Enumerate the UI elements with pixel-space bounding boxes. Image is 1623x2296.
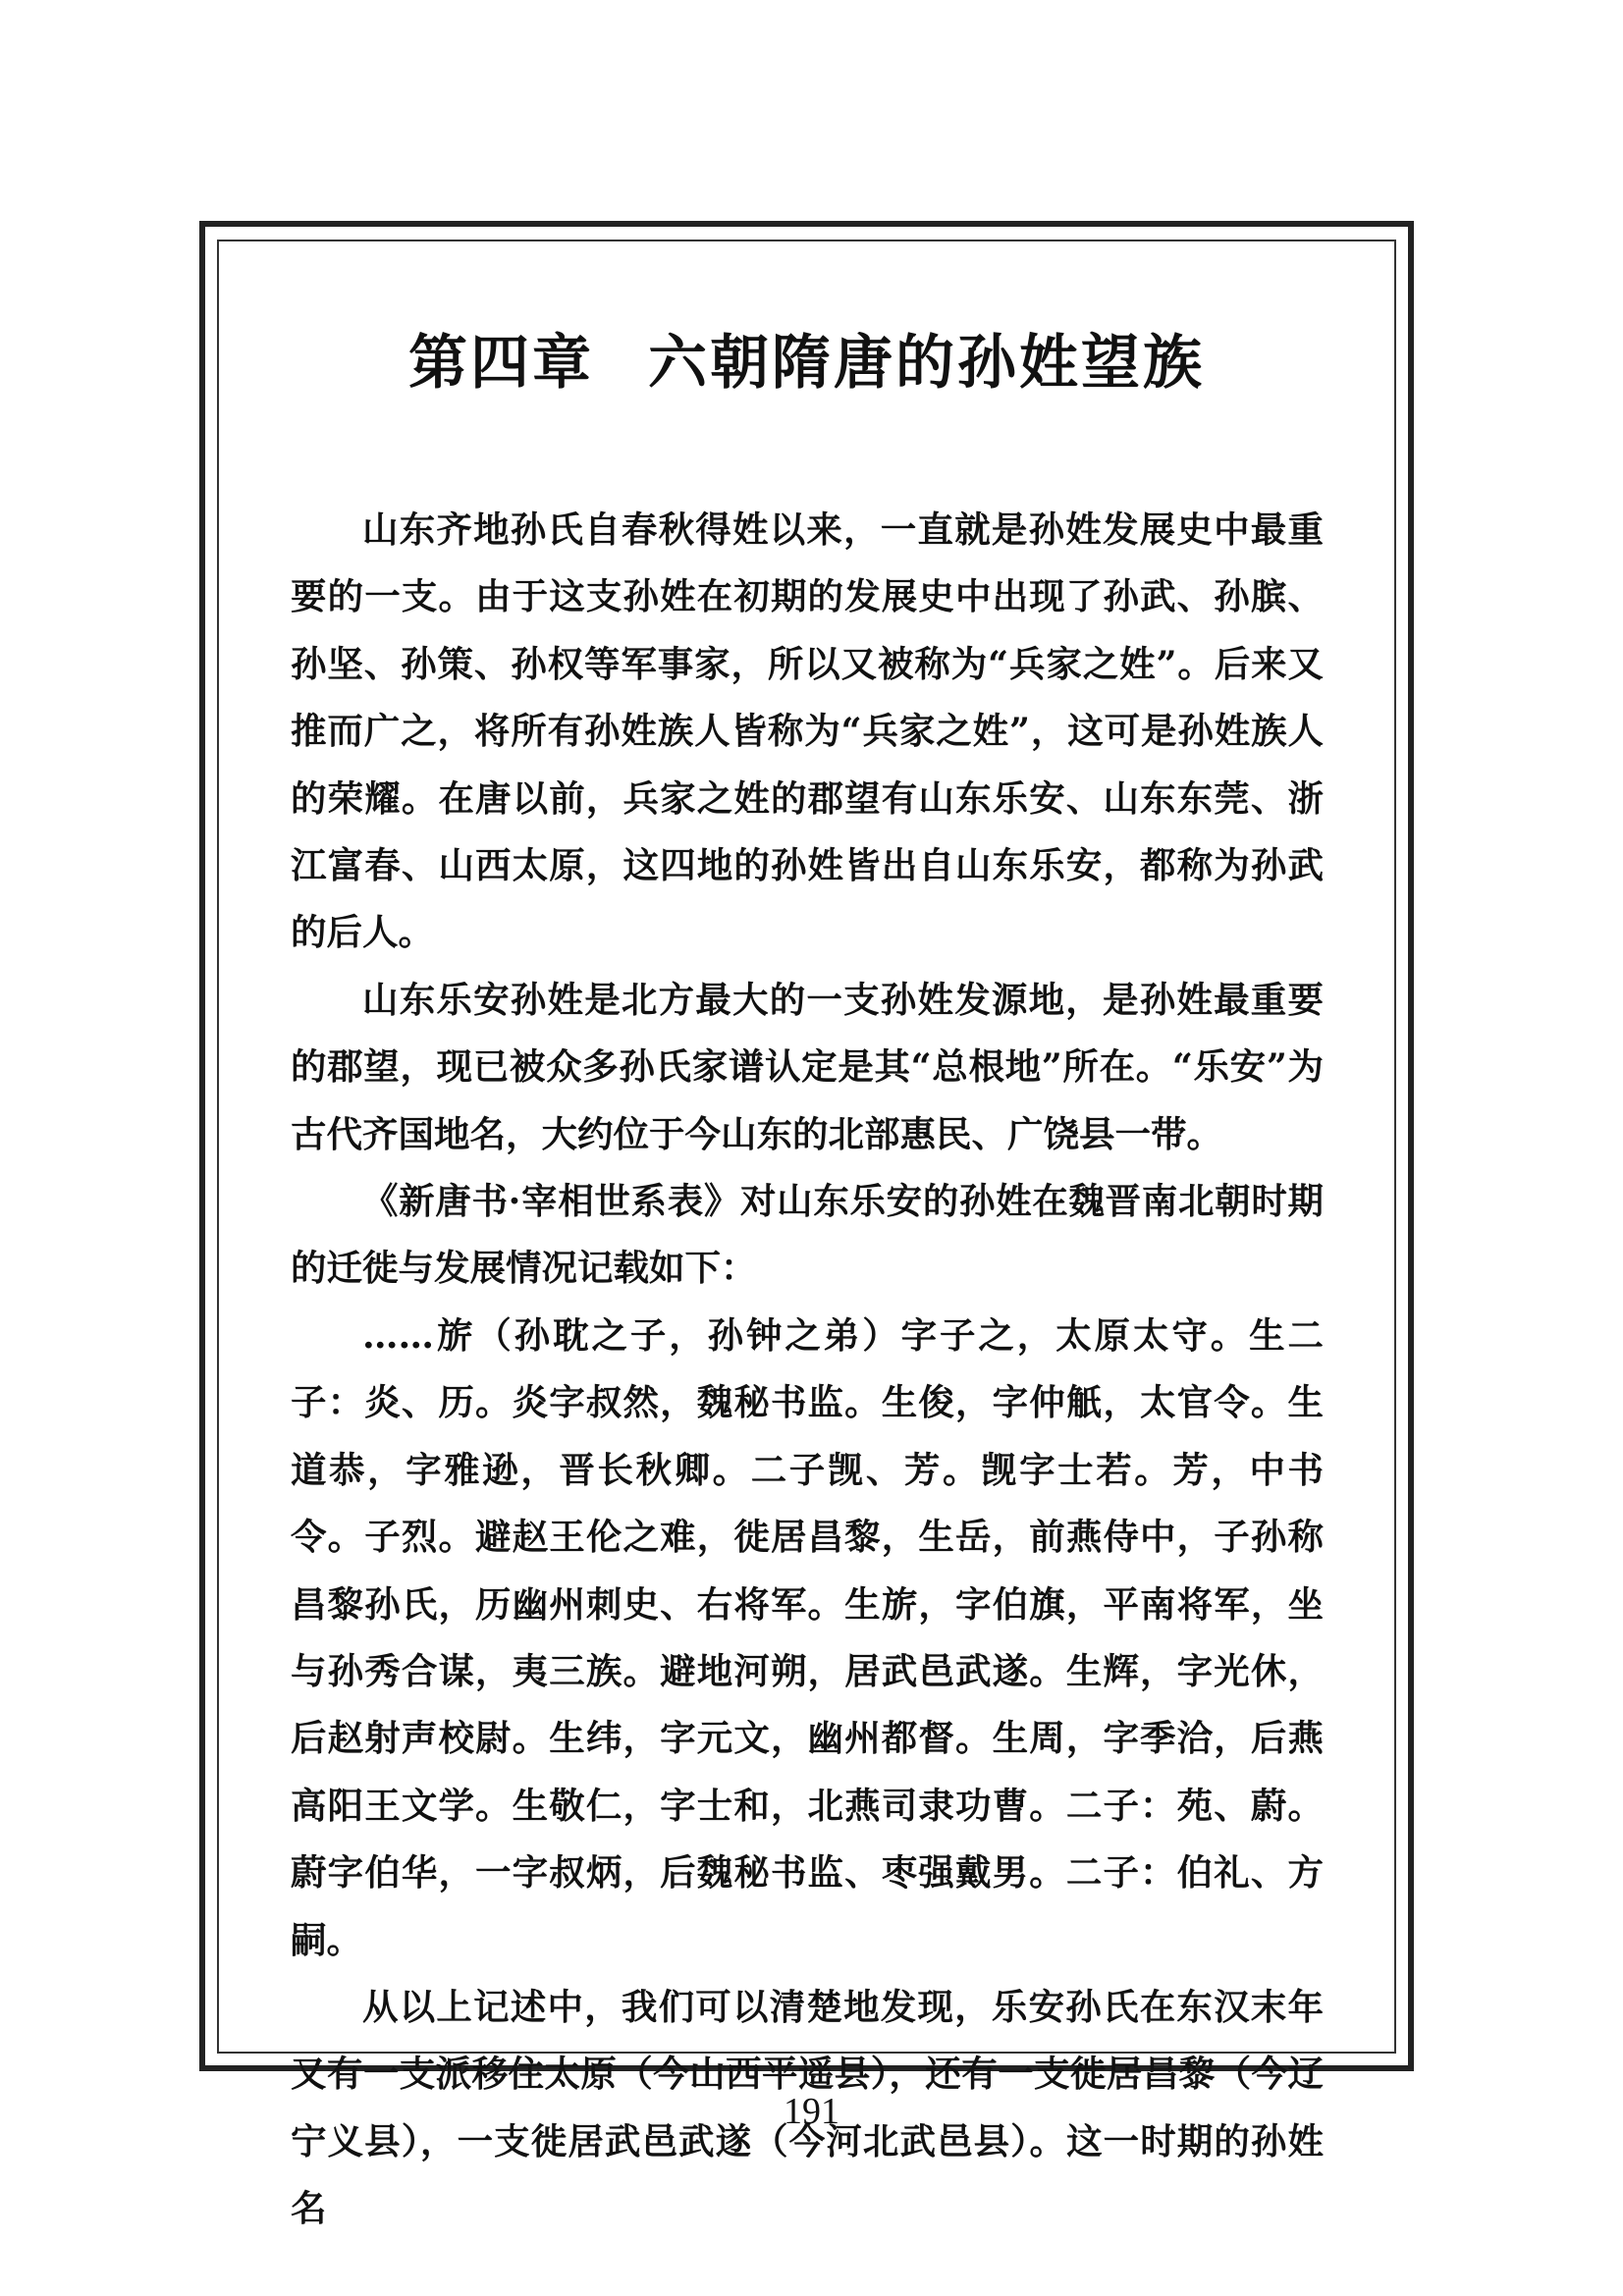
chapter-body: [291, 497, 1324, 2243]
paragraph: 山东乐安孙姓是北方最大的一支孙姓发源地，是孙姓最重要的郡望，现已被众多孙氏家谱认定是其“总根地”所在。“乐安”为古代齐国地名，大约位于今山东的北部惠民、广饶县一带。: [291, 978, 1324, 1155]
page-number: 191: [784, 2091, 839, 2132]
chapter-number-label: 第四章: [408, 329, 594, 398]
paragraph: 从以上记述中，我们可以清楚地发现，乐安孙氏在东汉末年又有一支派移住太原（今山西平遥县），还有一支徙居昌黎（今辽宁义县），一支徙居武邑武遂（今河北武邑县）。这一时期的孙姓名: [291, 1985, 1324, 2230]
chapter-title-text: 六朝隋唐的孙姓望族: [648, 329, 1205, 398]
chapter-title: [217, 324, 1396, 402]
paragraph: 山东齐地孙氏自春秋得姓以来，一直就是孙姓发展史中最重要的一支。由于这支孙姓在初期的发展史中出现了孙武、孙膑、孙坚、孙策、孙权等军事家，所以又被称为“兵家之姓”。后来又推而广之，将所有孙姓族人皆称为“兵家之姓”，这可是孙姓族人的荣耀。在唐以前，兵家之姓的郡望有山东乐安、山东东莞、浙江富春、山西太原，这四地的孙姓皆出自山东乐安，都称为孙武的后人。: [291, 508, 1324, 954]
quoted-passage: ……旂（孙耽之子，孙钟之弟）字子之，太原太守。生二子：炎、历。炎字叔然，魏秘书监。生俊，字仲觗，太官令。生道恭，字雅逊，晋长秋卿。二子觊、芳。觊字士若。芳，中书令。子烈。避赵王伦之难，徙居昌黎，生岳，前燕侍中，子孙称昌黎孙氏，历幽州刺史、右将军。生旂，字伯旗，平南将军，坐与孙秀合谋，夷三族。避地河朔，居武邑武遂。生辉，字光休，后赵射声校尉。生纬，字元文，幽州都督。生周，字季洽，后燕高阳王文学。生敬仁，字士和，北燕司隶功曹。二子：苑、蔚。蔚字伯华，一字叔炳，后魏秘书监、枣强戴男。二子：伯礼、方嗣。: [291, 1313, 1324, 1961]
paragraph: 《新唐书·宰相世系表》对山东乐安的孙姓在魏晋南北朝时期的迁徙与发展情况记载如下：: [291, 1180, 1324, 1290]
